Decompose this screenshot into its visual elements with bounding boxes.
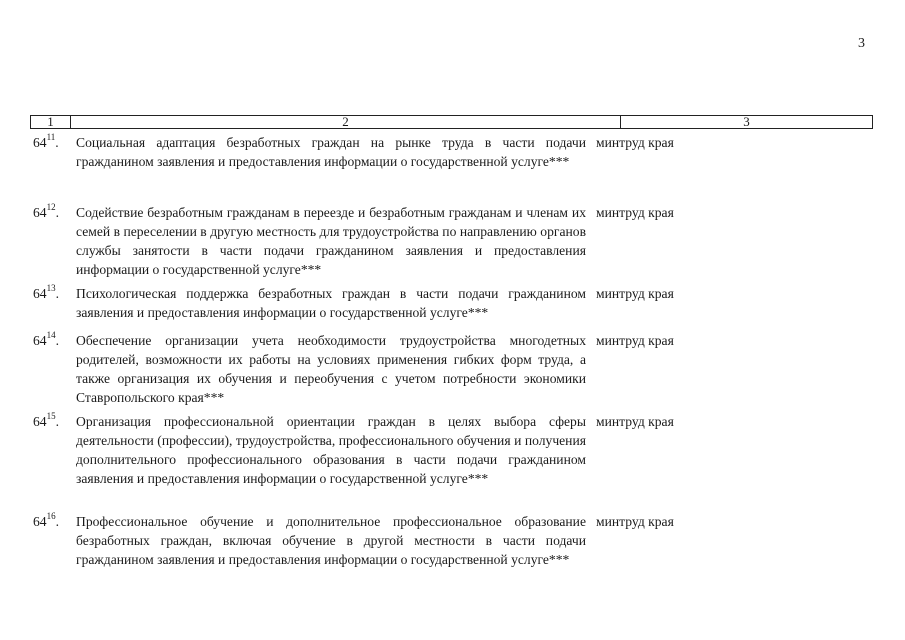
row-description: Социальная адаптация безработных граждан на рынке труда в части подачи гражданином заявления и предоставления информации о государственной услуге*** — [76, 135, 586, 169]
row-number: $64^{11}$. — [33, 132, 59, 150]
table-header-col-2: 2 — [71, 116, 621, 128]
page-number: 3 — [858, 36, 865, 51]
row-number: $64^{12}$. — [33, 202, 59, 220]
row-responsible-org: минтруд края — [596, 333, 674, 348]
row-number-superscript: 12 — [46, 202, 56, 213]
row-responsible-org: минтруд края — [596, 286, 674, 301]
row-number: $64^{14}$. — [33, 330, 59, 348]
row-number-superscript: 13 — [46, 283, 56, 294]
row-responsible-org: минтруд края — [596, 514, 674, 529]
row-number: $64^{15}$. — [33, 411, 59, 429]
row-description: Профессиональное обучение и дополнительное профессиональное образование безработных граждан, включая обучение в другой местности в части подачи гражданином заявления и предоставления информации о государственной услуге*** — [76, 514, 586, 567]
row-responsible-org: минтруд края — [596, 414, 674, 429]
row-responsible-org: минтруд края — [596, 205, 674, 220]
row-description: Психологическая поддержка безработных граждан в части подачи гражданином заявления и предоставления информации о государственной услуге*** — [76, 286, 586, 320]
table-header-col-1: 1 — [31, 116, 71, 128]
row-number: $64^{16}$. — [33, 511, 59, 529]
row-number-superscript: 14 — [46, 330, 56, 341]
row-description: Организация профессиональной ориентации граждан в целях выбора сферы деятельности (профессии), трудоустройства, профессионального обучения и получения дополнительного профессионального образования в части подачи гражданином заявления и предоставления информации о государственной услуге*** — [76, 414, 586, 486]
row-description: Содействие безработным гражданам в переезде и безработным гражданам и членам их семей в переселении в другую местность для трудоустройства по направлению органов службы занятости в части подачи гражданином заявления и предоставления информации о государственной услуге*** — [76, 205, 586, 277]
row-responsible-org: минтруд края — [596, 135, 674, 150]
row-description: Обеспечение организации учета необходимости трудоустройства многодетных родителей, возможности их работы на условиях применения гибких форм труда, а также организация их обучения и переобучения с учетом потребности экономики Ставропольского края*** — [76, 333, 586, 405]
row-number: $64^{13}$. — [33, 283, 59, 301]
row-number-superscript: 11 — [46, 132, 56, 143]
row-number-superscript: 15 — [46, 411, 56, 422]
table-header-col-3: 3 — [743, 114, 750, 129]
row-number-superscript: 16 — [46, 511, 56, 522]
table-header-row — [30, 115, 873, 129]
